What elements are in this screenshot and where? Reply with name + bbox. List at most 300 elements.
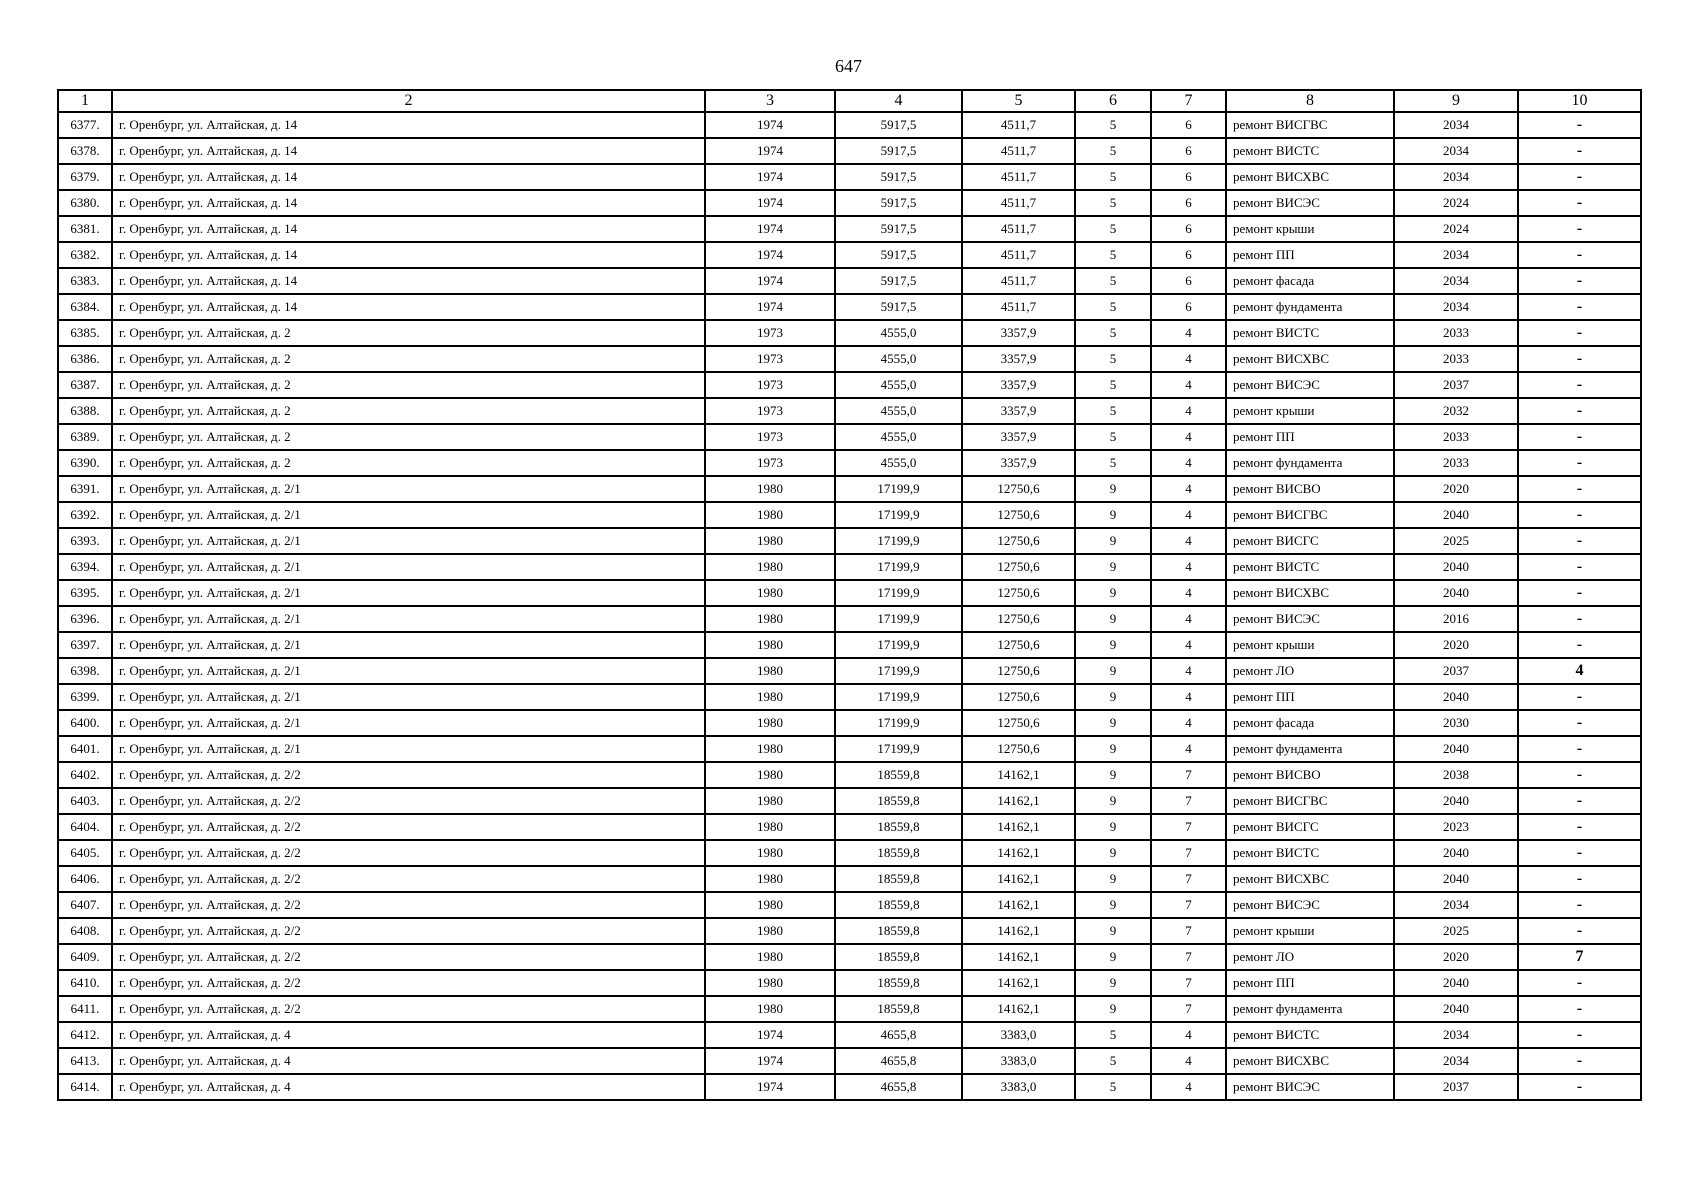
year-built-cell: 1980 (705, 840, 835, 866)
extra-value-cell: - (1518, 762, 1641, 788)
living-area-cell: 14162,1 (962, 840, 1075, 866)
entrances-cell: 4 (1151, 736, 1226, 762)
living-area-cell: 12750,6 (962, 554, 1075, 580)
address-cell: г. Оренбург, ул. Алтайская, д. 4 (112, 1022, 705, 1048)
total-area-cell: 18559,8 (835, 918, 962, 944)
planned-year-cell: 2040 (1394, 840, 1518, 866)
address-cell: г. Оренбург, ул. Алтайская, д. 4 (112, 1074, 705, 1100)
floors-cell: 9 (1075, 918, 1151, 944)
living-area-cell: 14162,1 (962, 944, 1075, 970)
row-number-cell: 6412. (58, 1022, 112, 1048)
floors-cell: 5 (1075, 268, 1151, 294)
row-number-cell: 6379. (58, 164, 112, 190)
work-type-cell: ремонт ВИСХВС (1226, 866, 1394, 892)
year-built-cell: 1973 (705, 424, 835, 450)
entrances-cell: 6 (1151, 190, 1226, 216)
table-row (58, 606, 1641, 632)
extra-value-cell: - (1518, 346, 1641, 372)
planned-year-cell: 2033 (1394, 450, 1518, 476)
extra-value-cell: - (1518, 788, 1641, 814)
year-built-cell: 1980 (705, 606, 835, 632)
row-number-cell: 6399. (58, 684, 112, 710)
table-row (58, 138, 1641, 164)
year-built-cell: 1974 (705, 164, 835, 190)
extra-value-cell: - (1518, 892, 1641, 918)
planned-year-cell: 2034 (1394, 1048, 1518, 1074)
table-row (58, 528, 1641, 554)
planned-year-cell: 2024 (1394, 216, 1518, 242)
table-row (58, 294, 1641, 320)
address-cell: г. Оренбург, ул. Алтайская, д. 2/2 (112, 840, 705, 866)
extra-value-cell: - (1518, 190, 1641, 216)
year-built-cell: 1980 (705, 736, 835, 762)
entrances-cell: 4 (1151, 502, 1226, 528)
planned-year-cell: 2025 (1394, 918, 1518, 944)
row-number-cell: 6394. (58, 554, 112, 580)
planned-year-cell: 2037 (1394, 1074, 1518, 1100)
entrances-cell: 7 (1151, 892, 1226, 918)
planned-year-cell: 2040 (1394, 580, 1518, 606)
planned-year-cell: 2033 (1394, 346, 1518, 372)
work-type-cell: ремонт ВИСЭС (1226, 372, 1394, 398)
work-type-cell: ремонт крыши (1226, 632, 1394, 658)
table-row (58, 112, 1641, 138)
entrances-cell: 7 (1151, 788, 1226, 814)
work-type-cell: ремонт ВИСТС (1226, 1022, 1394, 1048)
living-area-cell: 4511,7 (962, 164, 1075, 190)
table-row (58, 710, 1641, 736)
extra-value-cell: - (1518, 528, 1641, 554)
planned-year-cell: 2040 (1394, 788, 1518, 814)
row-number-cell: 6396. (58, 606, 112, 632)
total-area-cell: 5917,5 (835, 268, 962, 294)
address-cell: г. Оренбург, ул. Алтайская, д. 4 (112, 1048, 705, 1074)
living-area-cell: 3357,9 (962, 320, 1075, 346)
work-type-cell: ремонт фасада (1226, 268, 1394, 294)
extra-value-cell: - (1518, 736, 1641, 762)
row-number-cell: 6400. (58, 710, 112, 736)
total-area-cell: 4555,0 (835, 398, 962, 424)
year-built-cell: 1980 (705, 788, 835, 814)
row-number-cell: 6382. (58, 242, 112, 268)
work-type-cell: ремонт фундамента (1226, 294, 1394, 320)
total-area-cell: 5917,5 (835, 138, 962, 164)
entrances-cell: 4 (1151, 606, 1226, 632)
year-built-cell: 1980 (705, 996, 835, 1022)
row-number-cell: 6385. (58, 320, 112, 346)
entrances-cell: 4 (1151, 1048, 1226, 1074)
planned-year-cell: 2016 (1394, 606, 1518, 632)
work-type-cell: ремонт ВИСЭС (1226, 190, 1394, 216)
address-cell: г. Оренбург, ул. Алтайская, д. 2/2 (112, 814, 705, 840)
row-number-cell: 6384. (58, 294, 112, 320)
floors-cell: 9 (1075, 970, 1151, 996)
floors-cell: 5 (1075, 216, 1151, 242)
floors-cell: 5 (1075, 164, 1151, 190)
entrances-cell: 4 (1151, 450, 1226, 476)
work-type-cell: ремонт ВИСТС (1226, 840, 1394, 866)
planned-year-cell: 2024 (1394, 190, 1518, 216)
row-number-cell: 6402. (58, 762, 112, 788)
entrances-cell: 6 (1151, 216, 1226, 242)
year-built-cell: 1980 (705, 684, 835, 710)
address-cell: г. Оренбург, ул. Алтайская, д. 2/1 (112, 580, 705, 606)
address-cell: г. Оренбург, ул. Алтайская, д. 2/2 (112, 762, 705, 788)
year-built-cell: 1974 (705, 190, 835, 216)
planned-year-cell: 2037 (1394, 372, 1518, 398)
work-type-cell: ремонт фасада (1226, 710, 1394, 736)
extra-value-cell: - (1518, 1048, 1641, 1074)
header-cell: 2 (112, 90, 705, 112)
total-area-cell: 4555,0 (835, 450, 962, 476)
entrances-cell: 6 (1151, 138, 1226, 164)
row-number-cell: 6401. (58, 736, 112, 762)
extra-value-cell: - (1518, 814, 1641, 840)
total-area-cell: 4655,8 (835, 1074, 962, 1100)
living-area-cell: 12750,6 (962, 580, 1075, 606)
living-area-cell: 3383,0 (962, 1048, 1075, 1074)
total-area-cell: 17199,9 (835, 606, 962, 632)
year-built-cell: 1974 (705, 138, 835, 164)
living-area-cell: 4511,7 (962, 190, 1075, 216)
extra-value-cell: - (1518, 1074, 1641, 1100)
living-area-cell: 4511,7 (962, 112, 1075, 138)
address-cell: г. Оренбург, ул. Алтайская, д. 2/1 (112, 528, 705, 554)
year-built-cell: 1980 (705, 476, 835, 502)
address-cell: г. Оренбург, ул. Алтайская, д. 2 (112, 320, 705, 346)
row-number-cell: 6410. (58, 970, 112, 996)
extra-value-cell: - (1518, 606, 1641, 632)
work-type-cell: ремонт ВИСТС (1226, 138, 1394, 164)
floors-cell: 9 (1075, 736, 1151, 762)
year-built-cell: 1973 (705, 398, 835, 424)
extra-value-cell: - (1518, 450, 1641, 476)
row-number-cell: 6405. (58, 840, 112, 866)
table-row (58, 398, 1641, 424)
table-row (58, 684, 1641, 710)
total-area-cell: 17199,9 (835, 658, 962, 684)
total-area-cell: 17199,9 (835, 710, 962, 736)
living-area-cell: 4511,7 (962, 268, 1075, 294)
entrances-cell: 6 (1151, 268, 1226, 294)
planned-year-cell: 2040 (1394, 554, 1518, 580)
header-cell: 8 (1226, 90, 1394, 112)
total-area-cell: 17199,9 (835, 580, 962, 606)
work-type-cell: ремонт ВИСХВС (1226, 1048, 1394, 1074)
work-type-cell: ремонт ПП (1226, 242, 1394, 268)
work-type-cell: ремонт ВИСЭС (1226, 606, 1394, 632)
year-built-cell: 1980 (705, 762, 835, 788)
living-area-cell: 3357,9 (962, 346, 1075, 372)
total-area-cell: 18559,8 (835, 866, 962, 892)
row-number-cell: 6386. (58, 346, 112, 372)
total-area-cell: 17199,9 (835, 502, 962, 528)
entrances-cell: 4 (1151, 528, 1226, 554)
year-built-cell: 1980 (705, 918, 835, 944)
total-area-cell: 18559,8 (835, 788, 962, 814)
floors-cell: 9 (1075, 632, 1151, 658)
entrances-cell: 6 (1151, 164, 1226, 190)
work-type-cell: ремонт ПП (1226, 424, 1394, 450)
planned-year-cell: 2032 (1394, 398, 1518, 424)
extra-value-cell: 7 (1518, 944, 1641, 970)
total-area-cell: 18559,8 (835, 996, 962, 1022)
row-number-cell: 6408. (58, 918, 112, 944)
extra-value-cell: - (1518, 216, 1641, 242)
row-number-cell: 6414. (58, 1074, 112, 1100)
address-cell: г. Оренбург, ул. Алтайская, д. 14 (112, 294, 705, 320)
table-row (58, 866, 1641, 892)
living-area-cell: 14162,1 (962, 918, 1075, 944)
extra-value-cell: - (1518, 398, 1641, 424)
total-area-cell: 5917,5 (835, 190, 962, 216)
living-area-cell: 12750,6 (962, 684, 1075, 710)
header-cell: 10 (1518, 90, 1641, 112)
address-cell: г. Оренбург, ул. Алтайская, д. 2/1 (112, 710, 705, 736)
floors-cell: 9 (1075, 710, 1151, 736)
address-cell: г. Оренбург, ул. Алтайская, д. 2 (112, 424, 705, 450)
total-area-cell: 5917,5 (835, 216, 962, 242)
living-area-cell: 14162,1 (962, 762, 1075, 788)
row-number-cell: 6409. (58, 944, 112, 970)
row-number-cell: 6407. (58, 892, 112, 918)
planned-year-cell: 2023 (1394, 814, 1518, 840)
total-area-cell: 17199,9 (835, 736, 962, 762)
table-row (58, 840, 1641, 866)
extra-value-cell: - (1518, 268, 1641, 294)
total-area-cell: 4555,0 (835, 320, 962, 346)
entrances-cell: 7 (1151, 840, 1226, 866)
floors-cell: 5 (1075, 320, 1151, 346)
address-cell: г. Оренбург, ул. Алтайская, д. 2/2 (112, 866, 705, 892)
floors-cell: 9 (1075, 606, 1151, 632)
address-cell: г. Оренбург, ул. Алтайская, д. 2/1 (112, 632, 705, 658)
table-row (58, 814, 1641, 840)
extra-value-cell: - (1518, 866, 1641, 892)
planned-year-cell: 2025 (1394, 528, 1518, 554)
planned-year-cell: 2034 (1394, 112, 1518, 138)
header-row (58, 90, 1641, 112)
repair-schedule-table (57, 89, 1642, 1101)
work-type-cell: ремонт ВИСГС (1226, 814, 1394, 840)
entrances-cell: 4 (1151, 710, 1226, 736)
year-built-cell: 1974 (705, 1074, 835, 1100)
planned-year-cell: 2034 (1394, 294, 1518, 320)
year-built-cell: 1980 (705, 554, 835, 580)
header-cell: 1 (58, 90, 112, 112)
floors-cell: 5 (1075, 450, 1151, 476)
table-row (58, 554, 1641, 580)
planned-year-cell: 2040 (1394, 502, 1518, 528)
floors-cell: 5 (1075, 112, 1151, 138)
work-type-cell: ремонт ВИСГВС (1226, 788, 1394, 814)
entrances-cell: 7 (1151, 918, 1226, 944)
living-area-cell: 3357,9 (962, 398, 1075, 424)
work-type-cell: ремонт ВИСТС (1226, 554, 1394, 580)
planned-year-cell: 2034 (1394, 242, 1518, 268)
year-built-cell: 1974 (705, 294, 835, 320)
year-built-cell: 1980 (705, 528, 835, 554)
floors-cell: 5 (1075, 138, 1151, 164)
work-type-cell: ремонт ВИСВО (1226, 476, 1394, 502)
total-area-cell: 4555,0 (835, 372, 962, 398)
entrances-cell: 7 (1151, 970, 1226, 996)
living-area-cell: 12750,6 (962, 736, 1075, 762)
year-built-cell: 1980 (705, 866, 835, 892)
entrances-cell: 4 (1151, 424, 1226, 450)
total-area-cell: 18559,8 (835, 892, 962, 918)
row-number-cell: 6406. (58, 866, 112, 892)
row-number-cell: 6395. (58, 580, 112, 606)
planned-year-cell: 2034 (1394, 892, 1518, 918)
floors-cell: 5 (1075, 424, 1151, 450)
living-area-cell: 3357,9 (962, 372, 1075, 398)
year-built-cell: 1974 (705, 1048, 835, 1074)
row-number-cell: 6378. (58, 138, 112, 164)
address-cell: г. Оренбург, ул. Алтайская, д. 2/2 (112, 996, 705, 1022)
total-area-cell: 17199,9 (835, 684, 962, 710)
planned-year-cell: 2033 (1394, 320, 1518, 346)
floors-cell: 9 (1075, 580, 1151, 606)
planned-year-cell: 2020 (1394, 632, 1518, 658)
year-built-cell: 1973 (705, 346, 835, 372)
year-built-cell: 1980 (705, 580, 835, 606)
living-area-cell: 12750,6 (962, 658, 1075, 684)
floors-cell: 9 (1075, 814, 1151, 840)
work-type-cell: ремонт ВИСВО (1226, 762, 1394, 788)
extra-value-cell: - (1518, 554, 1641, 580)
address-cell: г. Оренбург, ул. Алтайская, д. 2 (112, 450, 705, 476)
entrances-cell: 4 (1151, 684, 1226, 710)
entrances-cell: 6 (1151, 294, 1226, 320)
table-row (58, 450, 1641, 476)
row-number-cell: 6387. (58, 372, 112, 398)
header-cell: 9 (1394, 90, 1518, 112)
row-number-cell: 6411. (58, 996, 112, 1022)
extra-value-cell: - (1518, 476, 1641, 502)
extra-value-cell: - (1518, 112, 1641, 138)
planned-year-cell: 2030 (1394, 710, 1518, 736)
year-built-cell: 1980 (705, 970, 835, 996)
floors-cell: 9 (1075, 840, 1151, 866)
entrances-cell: 4 (1151, 398, 1226, 424)
header-cell: 5 (962, 90, 1075, 112)
living-area-cell: 3383,0 (962, 1022, 1075, 1048)
table-row (58, 190, 1641, 216)
address-cell: г. Оренбург, ул. Алтайская, д. 2/2 (112, 788, 705, 814)
extra-value-cell: - (1518, 632, 1641, 658)
entrances-cell: 4 (1151, 476, 1226, 502)
entrances-cell: 7 (1151, 996, 1226, 1022)
address-cell: г. Оренбург, ул. Алтайская, д. 2 (112, 398, 705, 424)
address-cell: г. Оренбург, ул. Алтайская, д. 2/1 (112, 476, 705, 502)
year-built-cell: 1980 (705, 502, 835, 528)
row-number-cell: 6383. (58, 268, 112, 294)
floors-cell: 5 (1075, 242, 1151, 268)
table-row (58, 216, 1641, 242)
extra-value-cell: - (1518, 710, 1641, 736)
living-area-cell: 14162,1 (962, 814, 1075, 840)
planned-year-cell: 2034 (1394, 164, 1518, 190)
floors-cell: 9 (1075, 554, 1151, 580)
planned-year-cell: 2037 (1394, 658, 1518, 684)
extra-value-cell: 4 (1518, 658, 1641, 684)
page-number: 647 (835, 56, 862, 76)
living-area-cell: 14162,1 (962, 788, 1075, 814)
entrances-cell: 7 (1151, 762, 1226, 788)
table-row (58, 788, 1641, 814)
planned-year-cell: 2040 (1394, 736, 1518, 762)
work-type-cell: ремонт фундамента (1226, 996, 1394, 1022)
work-type-cell: ремонт ЛО (1226, 658, 1394, 684)
total-area-cell: 4655,8 (835, 1048, 962, 1074)
entrances-cell: 4 (1151, 320, 1226, 346)
living-area-cell: 3357,9 (962, 424, 1075, 450)
living-area-cell: 4511,7 (962, 216, 1075, 242)
row-number-cell: 6413. (58, 1048, 112, 1074)
address-cell: г. Оренбург, ул. Алтайская, д. 14 (112, 190, 705, 216)
floors-cell: 9 (1075, 502, 1151, 528)
table-row (58, 1048, 1641, 1074)
total-area-cell: 17199,9 (835, 554, 962, 580)
address-cell: г. Оренбург, ул. Алтайская, д. 2 (112, 372, 705, 398)
address-cell: г. Оренбург, ул. Алтайская, д. 2/2 (112, 892, 705, 918)
row-number-cell: 6392. (58, 502, 112, 528)
table-row (58, 164, 1641, 190)
table-row (58, 918, 1641, 944)
work-type-cell: ремонт ВИСТС (1226, 320, 1394, 346)
living-area-cell: 4511,7 (962, 138, 1075, 164)
floors-cell: 5 (1075, 372, 1151, 398)
living-area-cell: 12750,6 (962, 528, 1075, 554)
entrances-cell: 4 (1151, 632, 1226, 658)
planned-year-cell: 2034 (1394, 268, 1518, 294)
entrances-cell: 7 (1151, 866, 1226, 892)
table-row (58, 970, 1641, 996)
living-area-cell: 12750,6 (962, 632, 1075, 658)
extra-value-cell: - (1518, 970, 1641, 996)
table-row (58, 1022, 1641, 1048)
entrances-cell: 6 (1151, 242, 1226, 268)
year-built-cell: 1974 (705, 112, 835, 138)
address-cell: г. Оренбург, ул. Алтайская, д. 2 (112, 346, 705, 372)
table-row (58, 944, 1641, 970)
address-cell: г. Оренбург, ул. Алтайская, д. 14 (112, 216, 705, 242)
table-row (58, 632, 1641, 658)
floors-cell: 9 (1075, 944, 1151, 970)
work-type-cell: ремонт ВИСГС (1226, 528, 1394, 554)
extra-value-cell: - (1518, 502, 1641, 528)
living-area-cell: 4511,7 (962, 294, 1075, 320)
extra-value-cell: - (1518, 684, 1641, 710)
header-cell: 3 (705, 90, 835, 112)
year-built-cell: 1973 (705, 372, 835, 398)
address-cell: г. Оренбург, ул. Алтайская, д. 2/1 (112, 502, 705, 528)
entrances-cell: 4 (1151, 346, 1226, 372)
work-type-cell: ремонт ВИСХВС (1226, 346, 1394, 372)
table-row (58, 320, 1641, 346)
table-row (58, 736, 1641, 762)
table-row (58, 892, 1641, 918)
living-area-cell: 14162,1 (962, 970, 1075, 996)
floors-cell: 5 (1075, 294, 1151, 320)
total-area-cell: 17199,9 (835, 476, 962, 502)
table-row (58, 1074, 1641, 1100)
living-area-cell: 12750,6 (962, 502, 1075, 528)
entrances-cell: 6 (1151, 112, 1226, 138)
table-row (58, 996, 1641, 1022)
total-area-cell: 5917,5 (835, 112, 962, 138)
